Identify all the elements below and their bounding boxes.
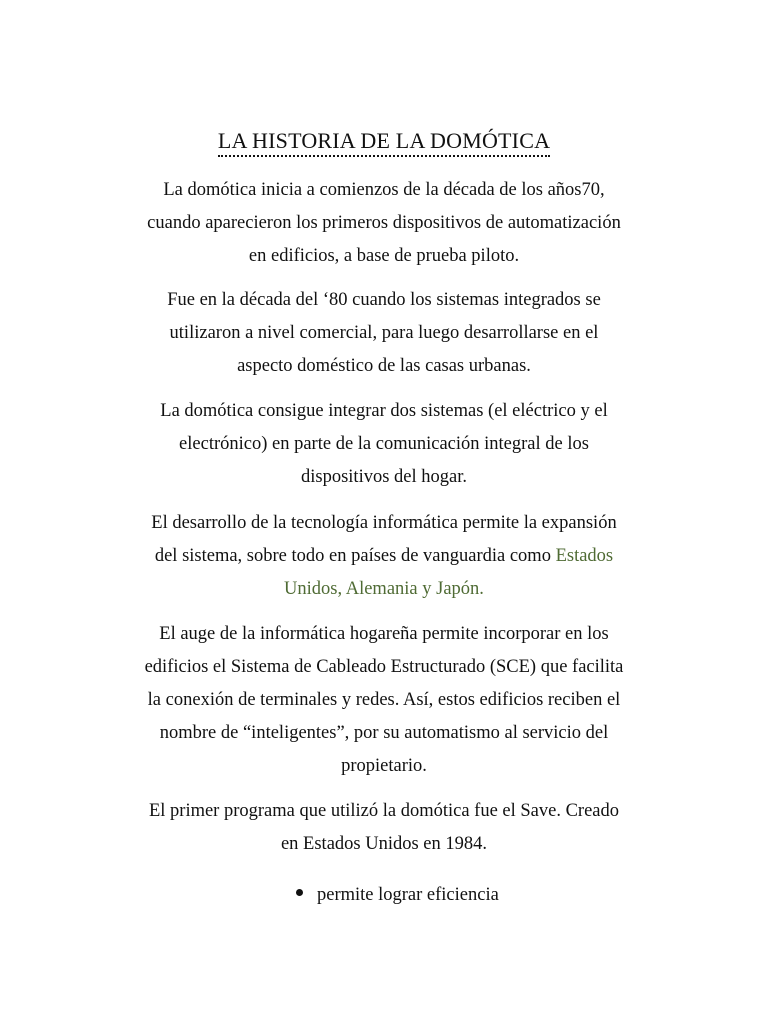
paragraph-text: del sistema, sobre todo en países de vanguardia como xyxy=(154,546,556,566)
paragraph-line: El primer programa que utilizó la domótica fue el Save. Creado xyxy=(148,801,620,821)
paragraph-line: utilizaron a nivel comercial, para luego desarrollarse en el xyxy=(169,323,599,343)
paragraph-line: edificios el Sistema de Cableado Estructurado (SCE) que facilita xyxy=(144,657,624,677)
paragraph-line: electrónico) en parte de la comunicación integral de los xyxy=(179,434,589,454)
paragraph-line: propietario. xyxy=(341,756,427,776)
bullet-text: permite lograr eficiencia xyxy=(317,885,499,905)
paragraph-first-program xyxy=(106,795,662,861)
paragraph-line: nombre de “inteligentes”, por su automatismo al servicio del xyxy=(159,723,609,743)
page-title-text: LA HISTORIA DE LA DOMÓTICA xyxy=(218,128,550,157)
paragraph-line: El desarrollo de la tecnología informática permite la expansión xyxy=(151,513,617,533)
paragraph-line: El auge de la informática hogareña permite incorporar en los xyxy=(159,624,609,644)
paragraph-line: cuando aparecieron los primeros dispositivos de automatización xyxy=(147,213,621,233)
paragraph-line xyxy=(106,573,662,606)
paragraph-line: La domótica consigue integrar dos sistemas (el eléctrico y el xyxy=(160,401,608,421)
bullet-list-item xyxy=(296,880,499,910)
bullet-icon xyxy=(296,889,303,896)
paragraph-line: aspecto doméstico de las casas urbanas. xyxy=(237,356,531,376)
page-title xyxy=(0,124,768,158)
paragraph-line: en Estados Unidos en 1984. xyxy=(280,834,488,854)
paragraph-line: dispositivos del hogar. xyxy=(301,467,467,487)
paragraph-eighties xyxy=(106,284,662,383)
paragraph-integration xyxy=(106,395,662,494)
countries-link[interactable]: Estados xyxy=(555,546,614,566)
paragraph-origins xyxy=(106,174,662,273)
paragraph-line: en edificios, a base de prueba piloto. xyxy=(248,246,520,266)
paragraph-line xyxy=(106,540,662,573)
paragraph-expansion xyxy=(106,507,662,606)
paragraph-line: Fue en la década del ‘80 cuando los sistemas integrados se xyxy=(167,290,601,310)
countries-link-continued[interactable]: Unidos, Alemania y Japón. xyxy=(284,579,484,599)
paragraph-smart-buildings xyxy=(106,618,662,783)
paragraph-line: la conexión de terminales y redes. Así, estos edificios reciben el xyxy=(147,690,621,710)
paragraph-line: La domótica inicia a comienzos de la década de los años70, xyxy=(163,180,605,200)
